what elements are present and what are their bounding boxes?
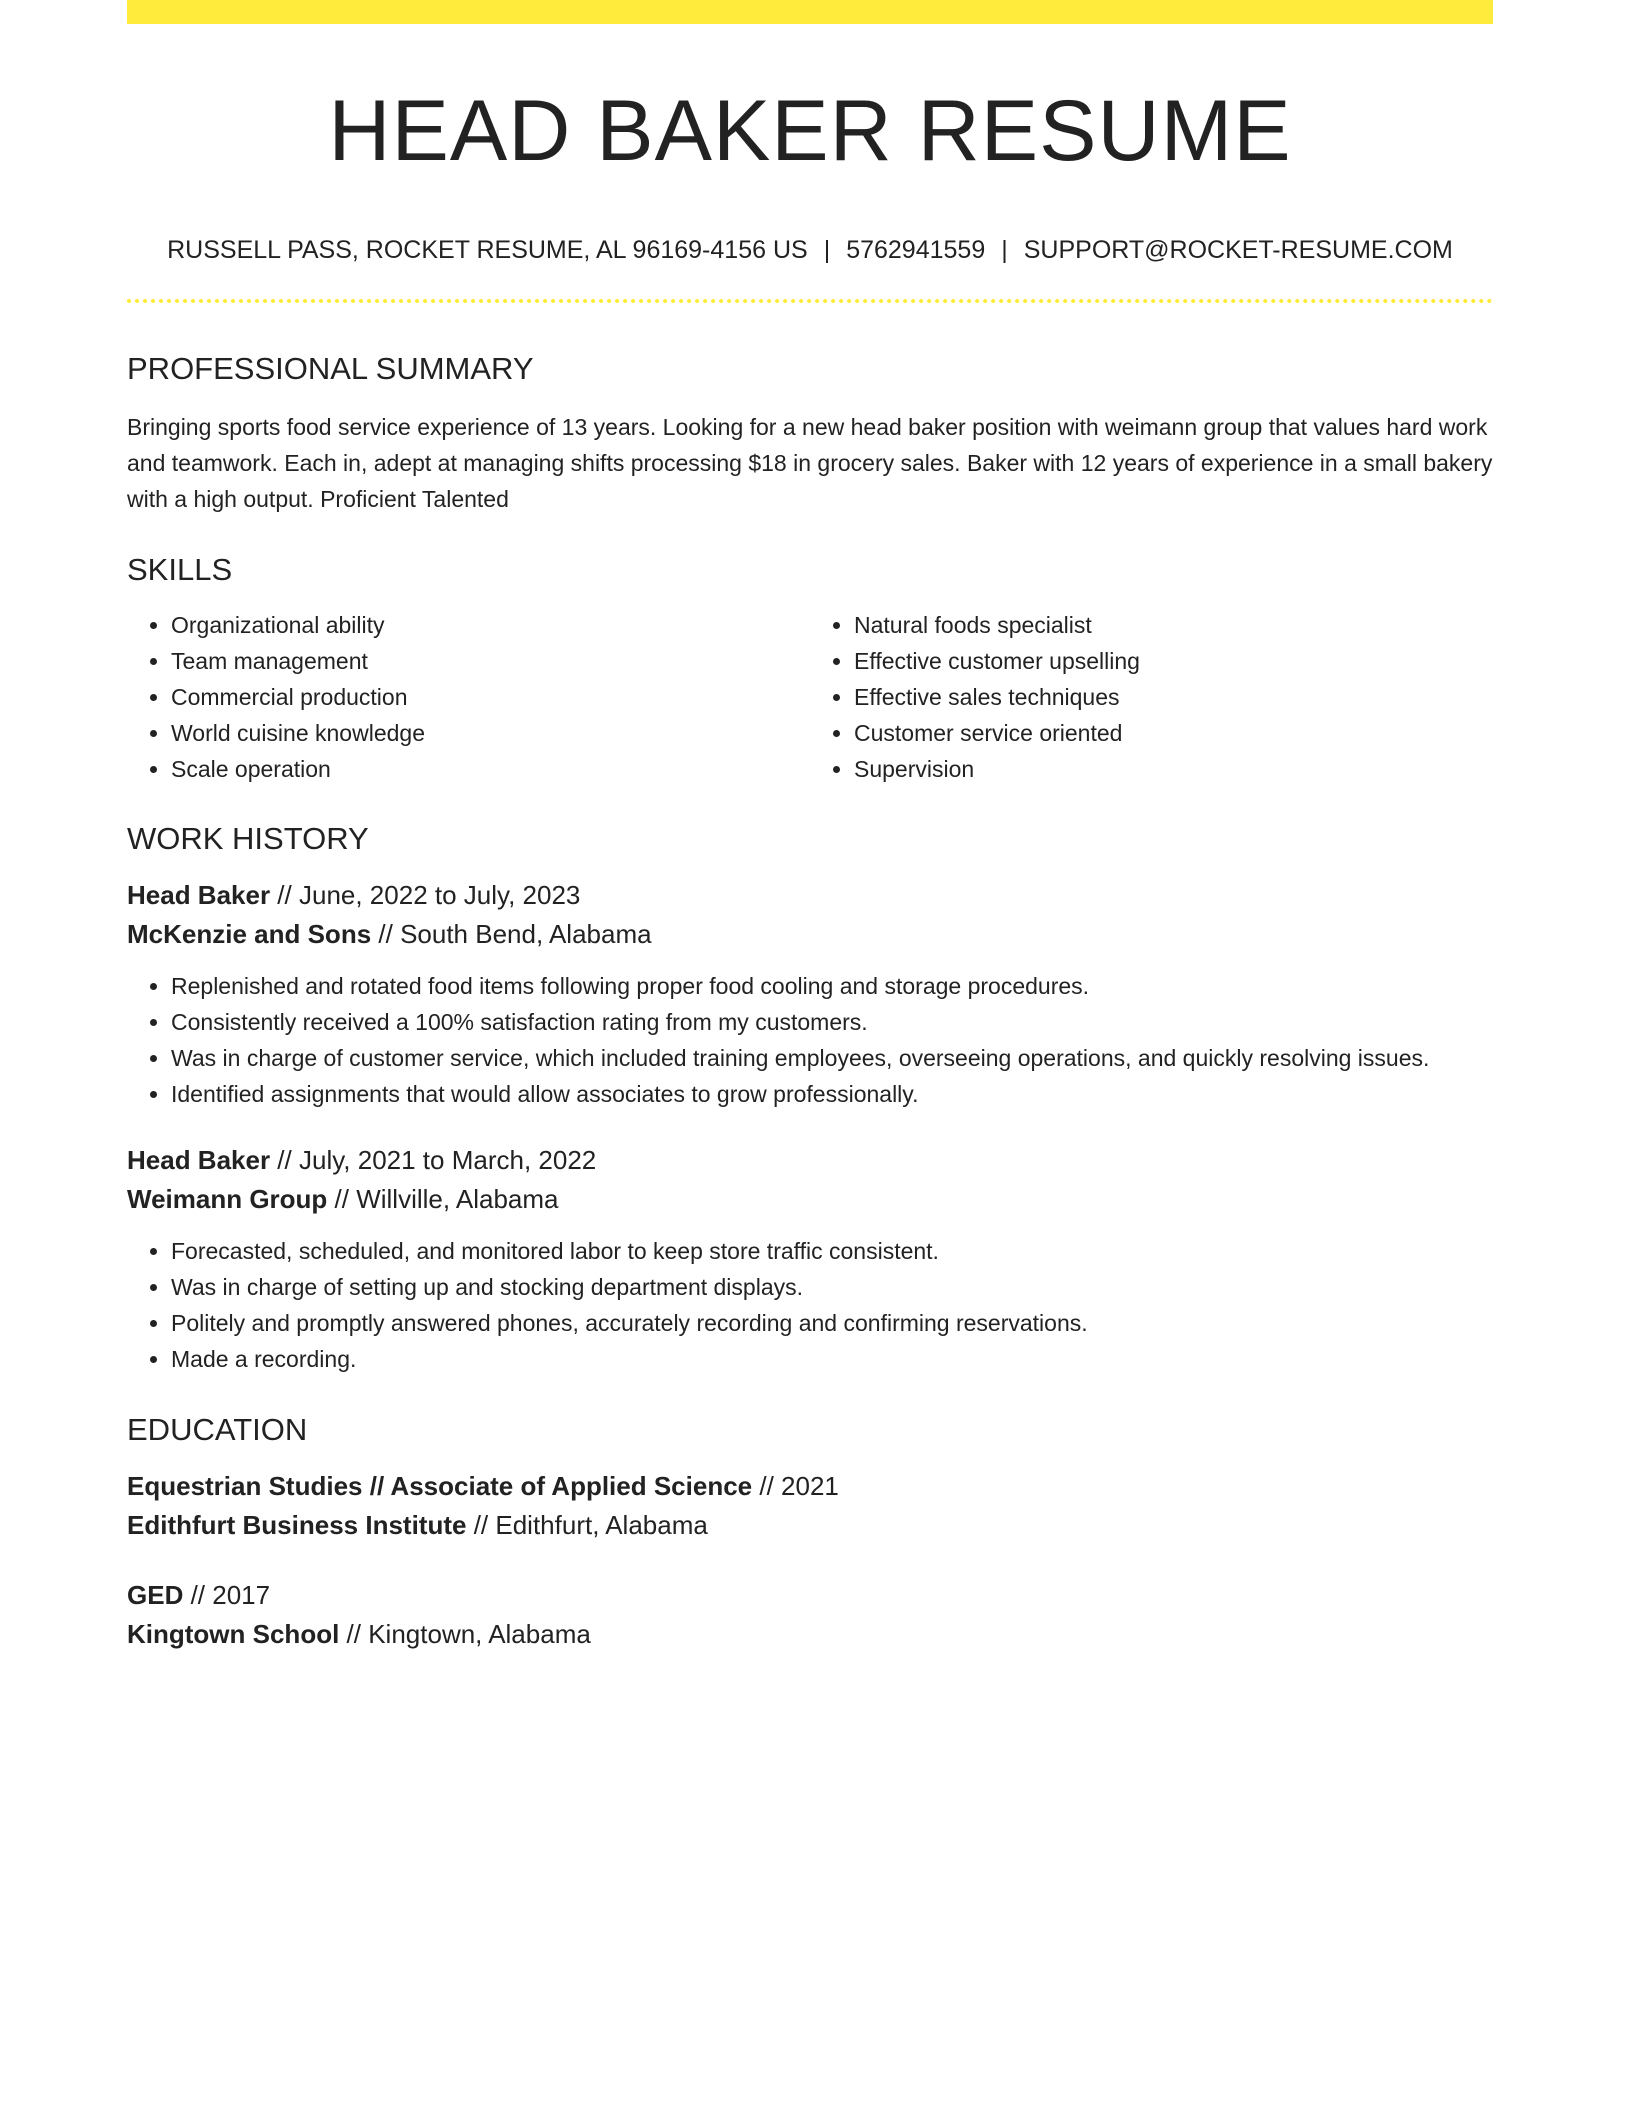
job-location: South Bend, Alabama [400, 919, 652, 949]
skills-columns [127, 607, 1493, 787]
job-bullet: • Replenished and rotated food items following proper food cooling and storage procedures. [171, 968, 1493, 1004]
summary-text: Bringing sports food service experience of 13 years. Looking for a new head baker position with weimann group that values hard work and teamwork. Each in, adept at managing shifts processing $18 in grocery sales. Baker with 12 years of experience in a small bakery with a high output. Proficient Talented [127, 414, 1493, 512]
skill-item: • Effective customer upselling [854, 643, 1493, 679]
job-title-line [127, 1141, 1493, 1180]
education-location: Kingtown, Alabama [368, 1619, 591, 1649]
job-title: Head Baker [127, 880, 271, 910]
job-entry [127, 876, 1493, 1112]
job-title-line [127, 876, 1493, 915]
education-school-line [127, 1615, 1493, 1654]
education-year: 2017 [212, 1580, 271, 1610]
job-bullet: • Forecasted, scheduled, and monitored labor to keep store traffic consistent. [171, 1233, 1493, 1269]
job-bullet: • Identified assignments that would allow associates to grow professionally. [171, 1076, 1493, 1112]
contact-email: SUPPORT@ROCKET-RESUME.COM [1023, 236, 1453, 264]
contact-phone: 5762941559 [846, 236, 986, 264]
job-bullet: • Was in charge of setting up and stocking department displays. [171, 1269, 1493, 1305]
skill-item: • Supervision [854, 751, 1493, 787]
job-title: Head Baker [127, 1145, 271, 1175]
separator: // [466, 1510, 496, 1540]
job-dates: June, 2022 to July, 2023 [298, 880, 581, 910]
job-company-line [127, 1180, 1493, 1219]
job-bullet: • Was in charge of customer service, which included training employees, overseeing operations, and quickly resolving issues. [171, 1040, 1493, 1076]
header-divider [127, 299, 1493, 303]
education-school-line [127, 1506, 1493, 1545]
skill-item: • Natural foods specialist [854, 607, 1493, 643]
job-bullet-list [127, 1233, 1493, 1377]
education-degree: Equestrian Studies // Associate of Applied Science [127, 1471, 753, 1501]
education-year: 2021 [781, 1471, 839, 1501]
separator: // [327, 1184, 357, 1214]
separator: // [270, 1145, 299, 1175]
summary-heading: PROFESSIONAL SUMMARY [127, 351, 534, 386]
education-school: Kingtown School [127, 1619, 340, 1649]
job-entry [127, 1141, 1493, 1377]
education-school: Edithfurt Business Institute [127, 1510, 467, 1540]
education-degree-line [127, 1576, 1493, 1615]
job-dates: July, 2021 to March, 2022 [298, 1145, 597, 1175]
job-bullet-list [127, 968, 1493, 1112]
education-heading: EDUCATION [127, 1412, 308, 1447]
job-location: Willville, Alabama [356, 1184, 559, 1214]
skills-list-right [810, 607, 1493, 787]
education-degree-line [127, 1467, 1493, 1506]
job-bullet: • Politely and promptly answered phones, accurately recording and confirming reservations. [171, 1305, 1493, 1341]
skill-item: • Commercial production [171, 679, 810, 715]
separator: // [270, 880, 299, 910]
job-bullet: • Made a recording. [171, 1341, 1493, 1377]
skill-item: • Organizational ability [171, 607, 810, 643]
resume-title: HEAD BAKER RESUME [328, 83, 1292, 179]
education-entry [127, 1467, 1493, 1545]
skill-item: • Team management [171, 643, 810, 679]
contact-line [127, 238, 1493, 263]
education-degree: GED [127, 1580, 184, 1610]
skill-item: • Customer service oriented [854, 715, 1493, 751]
separator: // [752, 1471, 782, 1501]
job-company-line [127, 915, 1493, 954]
skill-item: • Scale operation [171, 751, 810, 787]
job-bullet: • Consistently received a 100% satisfaction rating from my customers. [171, 1004, 1493, 1040]
separator: // [371, 919, 401, 949]
top-accent-bar [127, 0, 1493, 24]
skill-item: • World cuisine knowledge [171, 715, 810, 751]
separator: // [183, 1580, 213, 1610]
work-history-heading: WORK HISTORY [127, 821, 369, 856]
skills-heading: SKILLS [127, 552, 233, 587]
contact-address: RUSSELL PASS, ROCKET RESUME, AL 96169-4156 US [167, 236, 808, 264]
contact-separator: | [1001, 236, 1008, 264]
job-company: Weimann Group [127, 1184, 328, 1214]
education-entry [127, 1576, 1493, 1654]
separator: // [339, 1619, 369, 1649]
resume-page [127, 0, 1493, 1654]
skill-item: • Effective sales techniques [854, 679, 1493, 715]
job-company: McKenzie and Sons [127, 919, 372, 949]
contact-separator: | [823, 236, 831, 264]
education-location: Edithfurt, Alabama [495, 1510, 708, 1540]
skills-list-left [127, 607, 810, 787]
